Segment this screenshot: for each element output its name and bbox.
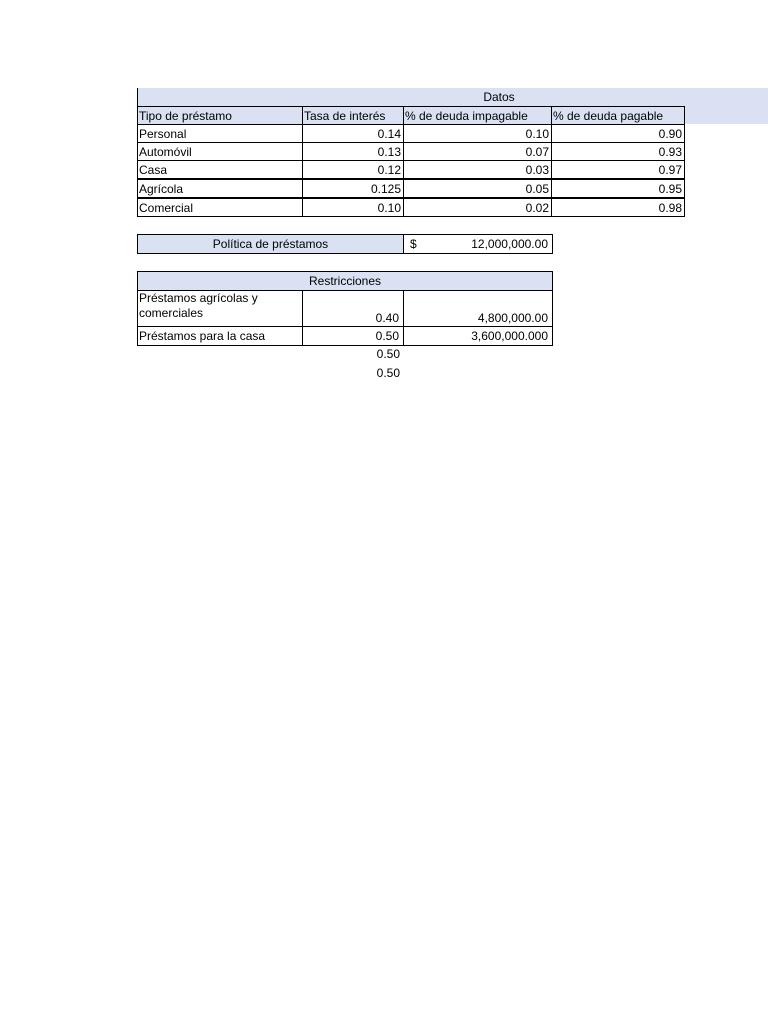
table-cell-pagable: 0.90	[551, 124, 685, 143]
table-cell-impagable: 0.03	[403, 160, 552, 179]
table-cell-tipo: Personal	[137, 124, 303, 143]
restriccion-label: Préstamos para la casa	[137, 326, 303, 346]
table-cell-impagable: 0.02	[403, 198, 552, 217]
restricciones-title: Restricciones	[137, 271, 553, 291]
table-cell-tasa: 0.12	[302, 160, 404, 179]
currency-symbol: $	[410, 237, 417, 251]
politica-amount: 12,000,000.00	[471, 237, 548, 251]
header-pagable: % de deuda pagable	[551, 106, 685, 125]
table-cell-pagable: 0.93	[551, 142, 685, 161]
politica-label: Política de préstamos	[137, 234, 404, 254]
header-tasa: Tasa de interés	[302, 106, 404, 125]
restriccion-value: 0.50	[302, 326, 404, 346]
datos-title: Datos	[483, 90, 515, 104]
table-cell-tasa: 0.14	[302, 124, 404, 143]
table-cell-pagable: 0.98	[551, 198, 685, 217]
table-cell-pagable: 0.97	[551, 160, 685, 179]
politica-amount-cell	[403, 234, 553, 254]
restriccion-value: 0.40	[302, 290, 404, 327]
restriccion-label-cell	[137, 290, 303, 327]
restriccion-label-line1: Préstamos agrícolas y	[139, 291, 258, 305]
extra-value: 0.50	[376, 366, 400, 380]
table-cell-tipo: Agrícola	[137, 179, 303, 198]
extra-value: 0.50	[376, 347, 400, 361]
table-cell-tasa: 0.10	[302, 198, 404, 217]
restriccion-amount: 4,800,000.00	[403, 290, 553, 327]
table-cell-impagable: 0.10	[403, 124, 552, 143]
table-cell-tasa: 0.13	[302, 142, 404, 161]
restriccion-amount: 3,600,000.000	[403, 326, 553, 346]
table-cell-impagable: 0.05	[403, 179, 552, 198]
table-cell-pagable: 0.95	[551, 179, 685, 198]
table-cell-tasa: 0.125	[302, 179, 404, 198]
table-cell-impagable: 0.07	[403, 142, 552, 161]
table-cell-tipo: Automóvil	[137, 142, 303, 161]
header-impagable: % de deuda impagable	[403, 106, 552, 125]
table-cell-tipo: Comercial	[137, 198, 303, 217]
restriccion-label-line2: comerciales	[139, 306, 204, 320]
header-tipo: Tipo de préstamo	[137, 106, 303, 125]
table-cell-tipo: Casa	[137, 160, 303, 179]
